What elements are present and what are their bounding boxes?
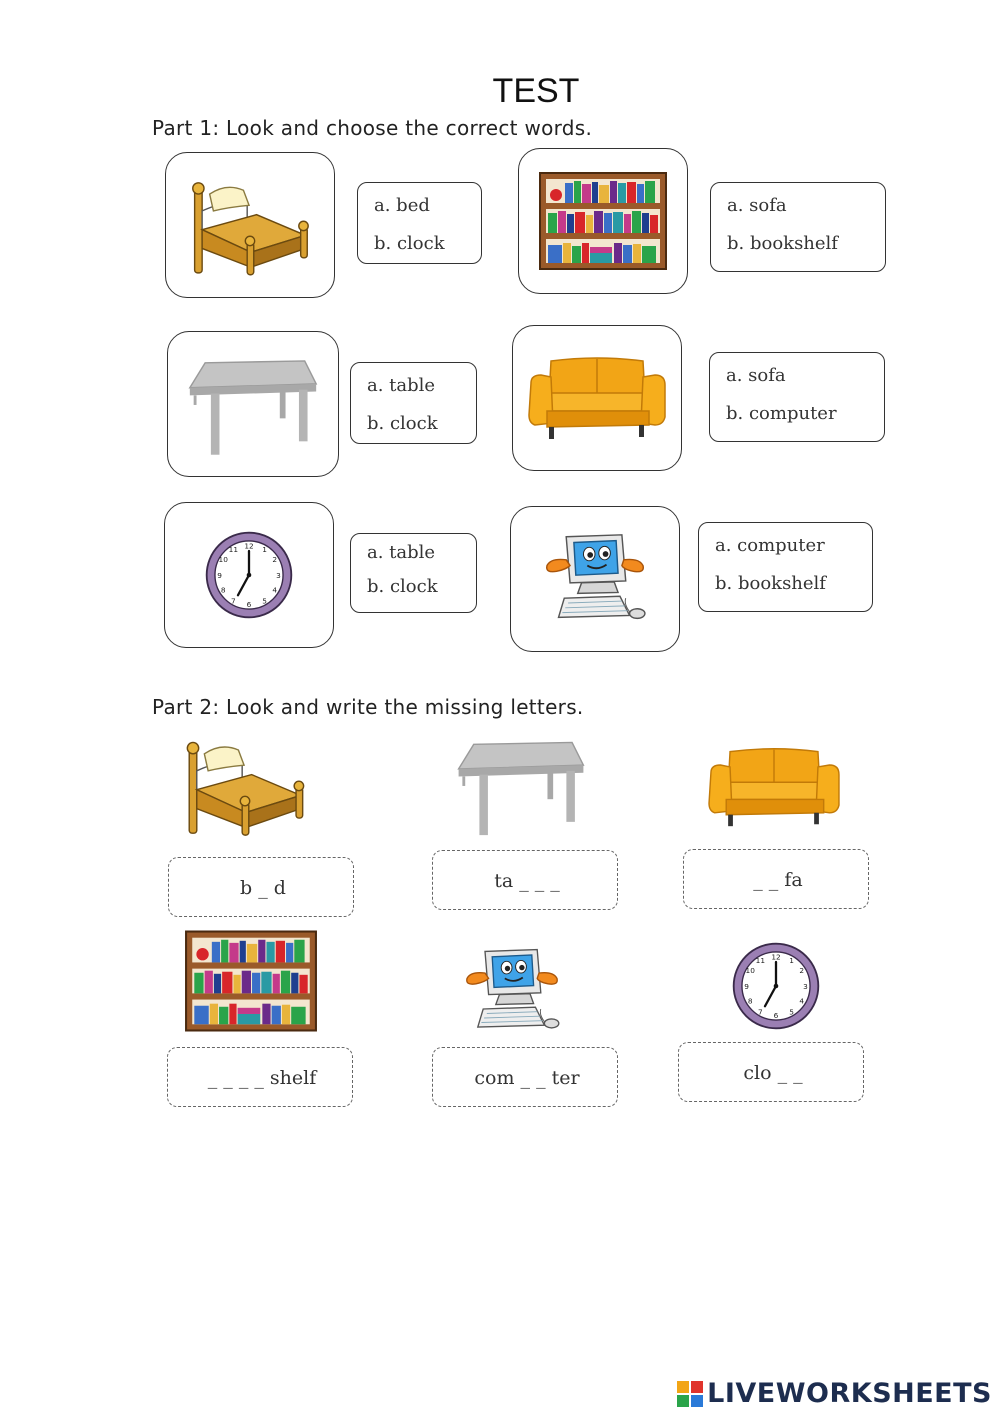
- option-a[interactable]: a. bed: [374, 195, 430, 216]
- part1-picture-sofa: [512, 325, 682, 471]
- part2-picture-sofa: [706, 744, 842, 830]
- part1-options-2: [710, 182, 886, 272]
- option-a[interactable]: a. table: [367, 542, 436, 563]
- part1-picture-bookshelf: [518, 148, 688, 294]
- option-b[interactable]: b. clock: [367, 413, 438, 434]
- option-b[interactable]: b. clock: [367, 576, 438, 597]
- part1-picture-table: [167, 331, 339, 477]
- part1-options-5: [350, 533, 477, 613]
- option-b[interactable]: b. bookshelf: [727, 233, 838, 254]
- part2-picture-computer: [457, 946, 567, 1036]
- part1-options-4: [709, 352, 885, 442]
- answer-input[interactable]: [684, 850, 872, 910]
- part2-answer-2[interactable]: [432, 850, 618, 910]
- computer-icon: [457, 946, 567, 1036]
- part1-heading: Part 1: Look and choose the correct words.: [152, 116, 593, 140]
- part1-options-1: [357, 182, 482, 264]
- clock-icon: [730, 940, 822, 1032]
- table-icon: [450, 733, 592, 837]
- answer-input[interactable]: [679, 1043, 867, 1103]
- part2-picture-clock: [730, 940, 822, 1032]
- page-title: TEST: [492, 72, 580, 110]
- option-b[interactable]: b. computer: [726, 403, 837, 424]
- option-b[interactable]: b. clock: [374, 233, 445, 254]
- part1-picture-bed: [165, 152, 335, 298]
- computer-icon: [537, 531, 653, 627]
- sofa-icon: [706, 744, 842, 830]
- option-a[interactable]: a. sofa: [726, 365, 786, 386]
- answer-input[interactable]: [433, 851, 621, 911]
- answer-input[interactable]: [169, 858, 357, 918]
- liveworksheets-logo[interactable]: [677, 1378, 992, 1409]
- bookshelf-icon: [538, 171, 668, 271]
- part1-options-3: [350, 362, 477, 444]
- part1-picture-computer: [510, 506, 680, 652]
- part2-answer-6[interactable]: [678, 1042, 864, 1102]
- bed-icon: [189, 173, 311, 277]
- option-a[interactable]: a. computer: [715, 535, 825, 556]
- part2-picture-bookshelf: [184, 926, 318, 1036]
- option-a[interactable]: a. sofa: [727, 195, 787, 216]
- part2-heading: Part 2: Look and write the missing letters.: [152, 695, 584, 719]
- table-icon: [186, 350, 320, 458]
- part1-options-6: [698, 522, 873, 612]
- part2-answer-5[interactable]: [432, 1047, 618, 1107]
- sofa-icon: [527, 353, 667, 443]
- part2-answer-4[interactable]: [167, 1047, 353, 1107]
- liveworksheets-logo-icon: [677, 1381, 703, 1407]
- clock-icon: [203, 529, 295, 621]
- answer-input[interactable]: [168, 1048, 356, 1108]
- brand-name: LIVEWORKSHEETS: [707, 1378, 992, 1409]
- bookshelf-icon: [184, 926, 318, 1036]
- option-a[interactable]: a. table: [367, 375, 436, 396]
- answer-input[interactable]: [433, 1048, 621, 1108]
- bed-icon: [183, 733, 307, 837]
- part1-picture-clock: [164, 502, 334, 648]
- part2-answer-3[interactable]: [683, 849, 869, 909]
- part2-picture-bed: [183, 733, 307, 837]
- part2-answer-1[interactable]: [168, 857, 354, 917]
- option-b[interactable]: b. bookshelf: [715, 573, 826, 594]
- part2-picture-table: [450, 733, 592, 837]
